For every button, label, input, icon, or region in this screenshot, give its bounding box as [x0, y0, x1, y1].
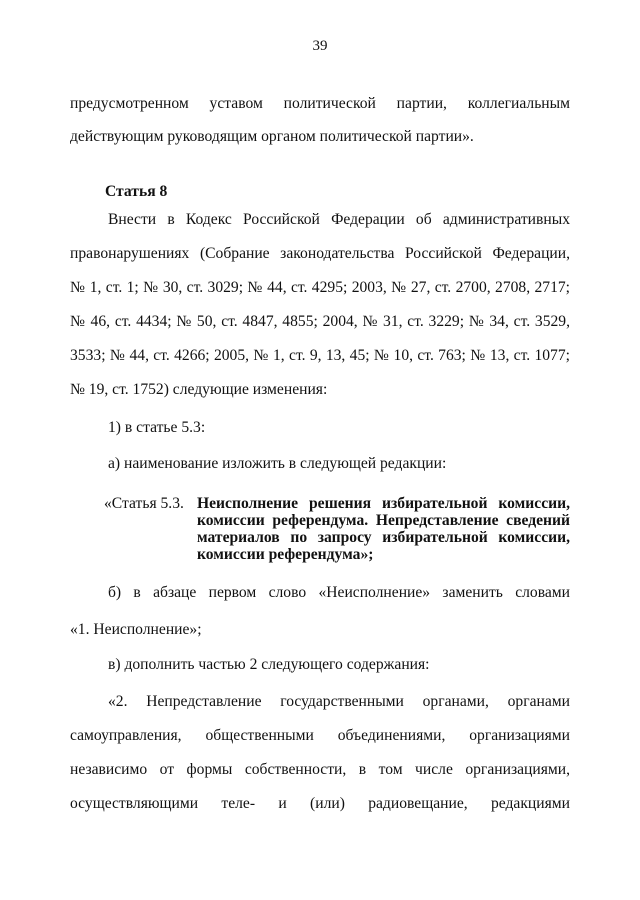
list-item: б) в абзаце первом слово «Неисполнение» заменить словами [108, 584, 570, 601]
article-title [197, 495, 570, 563]
article-title-line: Неисполнение решения избирательной комиссии, [197, 495, 570, 512]
article-title-line: материалов по запросу избирательной комиссии, [197, 529, 570, 546]
paragraph-line: № 19, ст. 1752) следующие изменения: [70, 381, 328, 398]
paragraph-line: «2. Непредставление государственными органами, органами [108, 693, 570, 710]
paragraph-line: 3533; № 44, ст. 4266; 2005, № 1, ст. 9, 13, 45; № 10, ст. 763; № 13, ст. 1077; [70, 347, 570, 364]
paragraph-line: осуществляющими теле- и (или) радиовещание, редакциями [70, 795, 570, 812]
paragraph-line: Внести в Кодекс Российской Федерации об административных [108, 211, 570, 228]
paragraph-line: действующим руководящим органом политической партии». [70, 128, 474, 145]
article-heading: Статья 8 [105, 183, 168, 200]
article-title-line: комиссии референдума»; [197, 546, 374, 563]
paragraph-line: самоуправления, общественными объединениями, организациями [70, 727, 570, 744]
list-item: 1) в статье 5.3: [108, 419, 206, 436]
page-number: 39 [312, 38, 328, 54]
paragraph-line: «1. Неисполнение»; [70, 621, 202, 638]
paragraph-line: независимо от формы собственности, в том числе организациями, [70, 761, 570, 778]
article-label: «Статья 5.3. [104, 495, 184, 512]
paragraph-line: № 1, ст. 1; № 30, ст. 3029; № 44, ст. 4295; 2003, № 27, ст. 2700, 2708, 2717; [70, 279, 570, 296]
paragraph-line: № 46, ст. 4434; № 50, ст. 4847, 4855; 2004, № 31, ст. 3229; № 34, ст. 3529, [70, 313, 570, 330]
paragraph-line: правонарушениях (Собрание законодательства Российской Федерации, [70, 245, 570, 262]
list-item: а) наименование изложить в следующей редакции: [108, 455, 447, 472]
list-item: в) дополнить частью 2 следующего содержания: [108, 656, 430, 673]
article-title-line: комиссии референдума. Непредставление сведений [197, 512, 570, 529]
paragraph-line: предусмотренном уставом политической партии, коллегиальным [70, 95, 570, 112]
